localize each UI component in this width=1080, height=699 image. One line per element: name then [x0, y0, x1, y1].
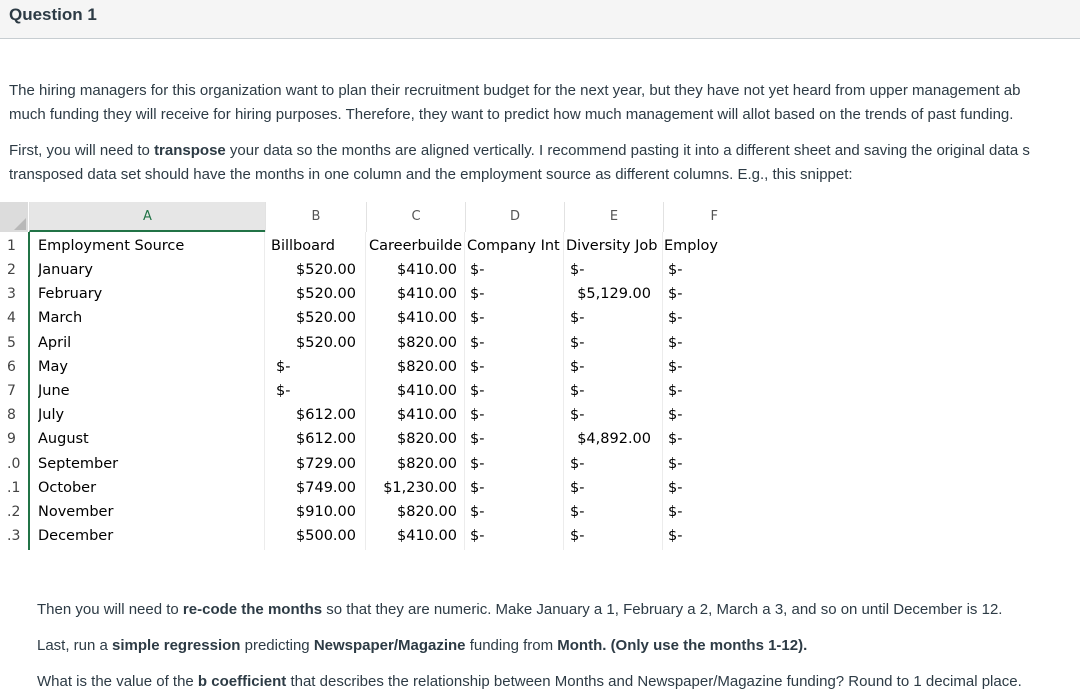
sheet-row [0, 331, 730, 355]
cell-header-f: Employ [664, 238, 718, 254]
cell-careerbuilder: $820.00 [397, 358, 457, 375]
followup-line-question [37, 670, 1022, 694]
intro-line-2: much funding they will receive for hiring purposes. Therefore, they want to predict how much management will allot based on the trends of past funding. [9, 106, 1014, 123]
cell-diversity-job: $- [570, 334, 585, 351]
cell-month: May [38, 358, 68, 375]
row-number: 6 [7, 358, 16, 375]
followup-bold-newspaper: Newspaper/Magazine [313, 637, 466, 654]
cell-billboard: $500.00 [296, 528, 356, 545]
cell-diversity-job: $- [570, 455, 585, 472]
followup-line-regression [37, 634, 807, 658]
column-header-a: A [29, 202, 265, 232]
cell-header-d: Company Int [467, 238, 560, 254]
row-number: 3 [7, 286, 16, 303]
followup-text: predicting [240, 637, 314, 654]
cell-company-int: $- [470, 383, 485, 399]
cell-month: January [38, 262, 93, 278]
column-header-c: C [366, 202, 465, 232]
sheet-row [0, 500, 730, 524]
cell-employ: $- [668, 504, 683, 520]
cell-month: December [38, 528, 114, 545]
row-number: 1 [7, 238, 16, 254]
instructions-line-1 [9, 139, 1030, 163]
cell-employ: $- [668, 262, 683, 278]
cell-company-int: $- [470, 455, 485, 472]
cell-employ: $- [668, 358, 683, 375]
cell-billboard: $520.00 [296, 310, 356, 327]
cell-company-int: $- [470, 262, 485, 278]
row-number: .0 [7, 455, 21, 472]
cell-billboard: $612.00 [296, 407, 356, 424]
cell-careerbuilder: $820.00 [397, 455, 457, 472]
cell-diversity-job: $- [570, 358, 585, 375]
cell-careerbuilder: $410.00 [397, 262, 457, 278]
cell-employ: $- [668, 431, 683, 448]
row-number: 2 [7, 262, 16, 278]
row-number: 8 [7, 407, 16, 424]
sheet-row [0, 379, 730, 403]
sheet-row [0, 258, 730, 282]
followup-bold-b-coefficient: b coefficient [197, 673, 287, 690]
cell-month: October [38, 479, 97, 496]
cell-employ: $- [668, 334, 683, 351]
cell-month: June [38, 383, 70, 399]
intro-line-1: The hiring managers for this organization want to plan their recruitment budget for the next year, but they have not yet heard from upper management ab [9, 82, 1021, 99]
cell-billboard: $729.00 [296, 455, 356, 472]
cell-diversity-job: $- [570, 407, 585, 424]
sheet-row [0, 355, 730, 379]
cell-employ: $- [668, 310, 683, 327]
column-header-e: E [564, 202, 663, 232]
cell-company-int: $- [470, 358, 485, 375]
cell-employ: $- [668, 383, 683, 399]
cell-header-c: Careerbuilde [369, 238, 463, 254]
cell-month: July [38, 407, 65, 424]
cell-diversity-job: $- [570, 528, 585, 545]
cell-company-int: $- [470, 334, 485, 351]
sheet-row [0, 282, 730, 306]
instr-bold-transpose: transpose [154, 142, 226, 159]
cell-careerbuilder: $820.00 [397, 431, 457, 448]
spreadsheet-snippet [0, 202, 730, 550]
followup-bold-recode: re-code the months [182, 601, 323, 618]
cell-diversity-job: $- [570, 383, 585, 399]
followup-bold-month: Month. (Only use the months 1-12). [557, 637, 808, 654]
cell-diversity-job: $- [570, 479, 585, 496]
column-header-f: F [663, 202, 730, 232]
cell-careerbuilder: $1,230.00 [383, 479, 457, 496]
cell-billboard: $520.00 [296, 262, 356, 278]
sheet-row [0, 427, 730, 451]
cell-billboard: $612.00 [296, 431, 356, 448]
row-number: 9 [7, 431, 16, 448]
cell-billboard: $749.00 [296, 479, 356, 496]
row-number: .3 [7, 528, 21, 545]
cell-month: February [38, 286, 103, 303]
cell-header-e: Diversity Job [566, 238, 658, 254]
row-number: .1 [7, 479, 21, 496]
sheet-row [0, 403, 730, 427]
cell-month: April [38, 334, 72, 351]
cell-employ: $- [668, 479, 683, 496]
instructions-line-2: transposed data set should have the months in one column and the employment source as different columns. E.g., this snippet: [9, 166, 853, 183]
cell-careerbuilder: $410.00 [397, 407, 457, 424]
followup-text: Last, run a [37, 637, 113, 654]
cell-billboard: $910.00 [296, 504, 356, 520]
instr-text: your data so the months are aligned vertically. I recommend pasting it into a different sheet and saving the original data s [225, 142, 1030, 159]
select-all-corner [0, 202, 28, 232]
cell-employ: $- [668, 407, 683, 424]
row-number: .2 [7, 504, 21, 520]
question-title: Question 1 [9, 5, 97, 24]
cell-header-b: Billboard [271, 238, 335, 254]
column-header-row [0, 202, 730, 232]
column-header-d: D [465, 202, 564, 232]
cell-diversity-job: $- [570, 504, 585, 520]
cell-employ: $- [668, 455, 683, 472]
cell-employ: $- [668, 528, 683, 545]
cell-employ: $- [668, 286, 683, 303]
cell-month: August [38, 431, 89, 448]
followup-text: What is the value of the [37, 673, 198, 690]
followup-bold-simple-regression: simple regression [112, 637, 241, 654]
cell-billboard: $520.00 [296, 286, 356, 303]
cell-careerbuilder: $410.00 [397, 383, 457, 399]
cell-company-int: $- [470, 310, 485, 327]
question-header [0, 0, 1080, 39]
cell-careerbuilder: $410.00 [397, 528, 457, 545]
row-number: 5 [7, 334, 16, 351]
followup-text: Then you will need to [37, 601, 183, 618]
cell-company-int: $- [470, 431, 485, 448]
cell-diversity-job: $4,892.00 [577, 431, 651, 448]
cell-billboard: $- [276, 383, 291, 399]
cell-diversity-job: $- [570, 262, 585, 278]
sheet-row [0, 524, 730, 548]
cell-company-int: $- [470, 528, 485, 545]
cell-careerbuilder: $820.00 [397, 504, 457, 520]
sheet-row [0, 452, 730, 476]
cell-diversity-job: $5,129.00 [577, 286, 651, 303]
cell-careerbuilder: $410.00 [397, 286, 457, 303]
column-header-b: B [265, 202, 366, 232]
cell-company-int: $- [470, 504, 485, 520]
cell-company-int: $- [470, 407, 485, 424]
followup-text: funding from [465, 637, 558, 654]
followup-text: that describes the relationship between Months and Newspaper/Magazine funding? Round to 1 decimal place. [286, 673, 1022, 690]
cell-month: March [38, 310, 83, 327]
cell-billboard: $520.00 [296, 334, 356, 351]
cell-month: September [38, 455, 119, 472]
row-number: 7 [7, 383, 16, 399]
cell-company-int: $- [470, 286, 485, 303]
sheet-row [0, 306, 730, 330]
cell-header-a: Employment Source [38, 238, 185, 254]
cell-careerbuilder: $410.00 [397, 310, 457, 327]
followup-text: so that they are numeric. Make January a 1, February a 2, March a 3, and so on until December is 12. [322, 601, 1003, 618]
followup-line-recode [37, 598, 1002, 622]
cell-billboard: $- [276, 358, 291, 375]
row-number: 4 [7, 310, 16, 327]
cell-month: November [38, 504, 114, 520]
cell-careerbuilder: $820.00 [397, 334, 457, 351]
cell-company-int: $- [470, 479, 485, 496]
cell-diversity-job: $- [570, 310, 585, 327]
instr-text: First, you will need to [9, 142, 155, 159]
sheet-row [0, 476, 730, 500]
sheet-header-row [0, 234, 730, 258]
